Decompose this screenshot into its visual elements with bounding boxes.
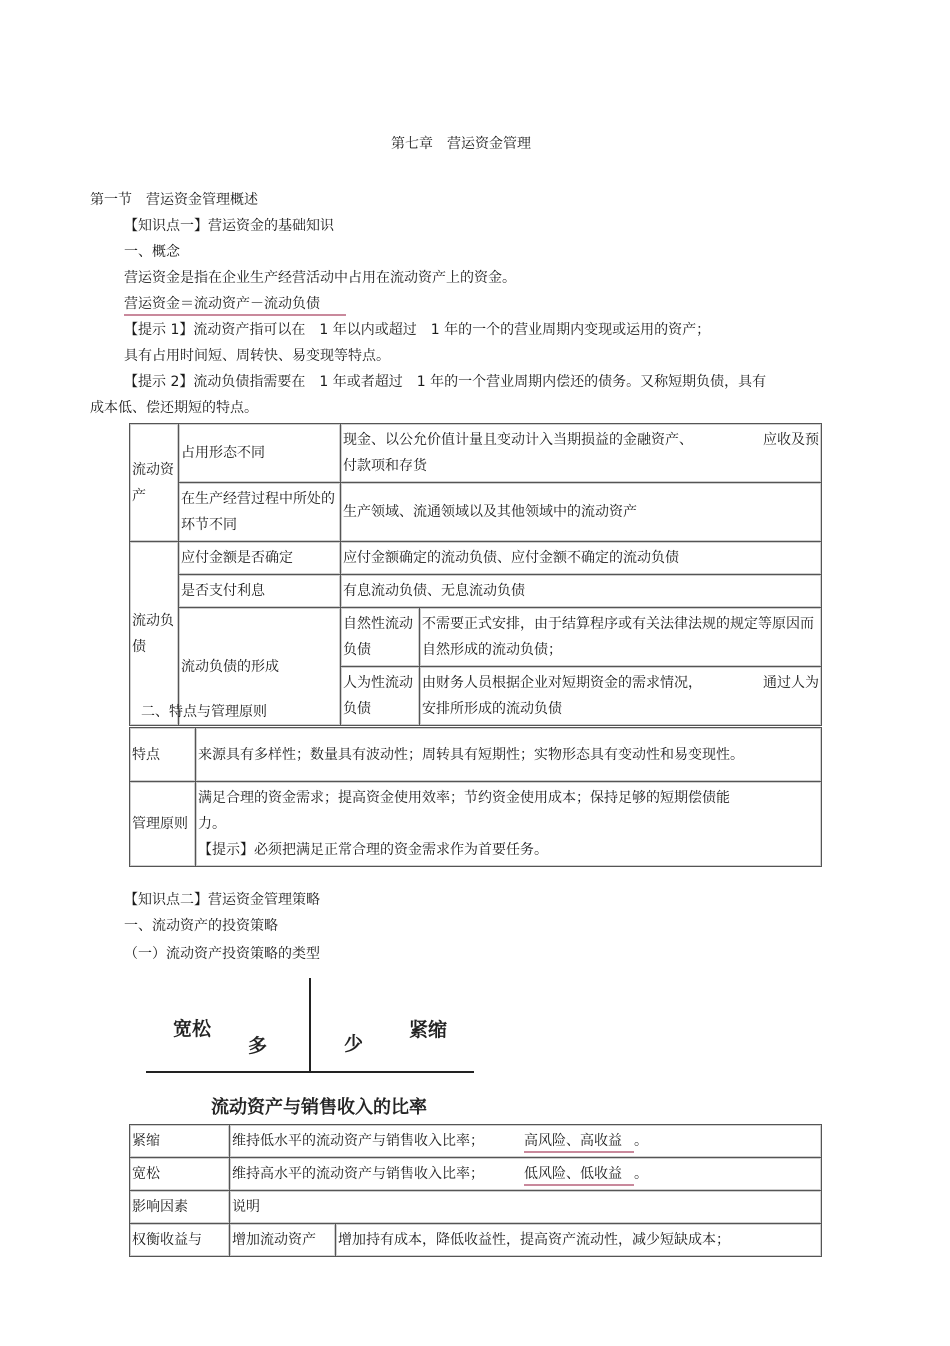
row-occupation-form-value: 现金、以公允价值计量且变动计入当期损益的金融资产、 应收及预 付款项和存货: [341, 424, 822, 483]
formula-underlined: 营运资金＝流动资产－流动负债: [124, 296, 346, 316]
tight-value: 维持低水平的流动资产与销售收入比率； 高风险、高收益 。: [230, 1125, 822, 1158]
tip1-line1: 【提示 1】流动资产指可以在 1 年以内或超过 1 年的一个的营业周期内变现或运用的资产；: [124, 322, 711, 338]
knowledge-point-1: 【知识点一】营运资金的基础知识: [124, 218, 334, 234]
spontaneous-liability-type: 自然性流动负债: [341, 608, 420, 667]
page-title: 第七章 营运资金管理: [391, 136, 531, 152]
discretionary-liability-type: 人为性流动负债: [341, 667, 420, 726]
principles-value: 满足合理的资金需求；提高资金使用效率；节约资金使用成本；保持足够的短期偿债能力。 【提示】必须把满足正常合理的资金需求作为首要任务。: [196, 782, 822, 867]
concept-heading: 一、概念: [124, 244, 180, 260]
spontaneous-liability-value: 不需要正式安排，由于结算程序或有关法律法规的规定等原因而自然形成的流动负债；: [420, 608, 822, 667]
row-occupation-form-label: 占用形态不同: [179, 424, 341, 483]
tight-risk: 高风险、高收益: [524, 1133, 634, 1153]
tight-label: 紧缩: [130, 1125, 230, 1158]
discretionary-liability-value: 由财务人员根据企业对短期资金的需求情况， 通过人为 安排所形成的流动负债: [420, 667, 822, 726]
current-assets-liabilities-table: [129, 423, 822, 726]
tradeoff-subtype: 增加流动资产: [230, 1224, 336, 1257]
diagram-label-loose: 宽松: [173, 1018, 212, 1040]
tradeoff-label: 权衡收益与: [130, 1224, 230, 1257]
investment-heading: 一、流动资产的投资策略: [124, 918, 278, 934]
tip2-line1: 【提示 2】流动负债指需要在 1 年或者超过 1 年的一个营业周期内偿还的债务。又称短期负债，具有: [124, 374, 767, 390]
formula-text: [124, 294, 346, 314]
row-stage-value: 生产领域、流通领域以及其他领域中的流动资产: [341, 483, 822, 542]
row-amount-determined-value: 应付金额确定的流动负债、应付金额不确定的流动负债: [341, 542, 822, 575]
investment-subheading: （一）流动资产投资策略的类型: [124, 946, 320, 962]
features-principles-table: [129, 727, 822, 867]
investment-strategy-table: [129, 1124, 822, 1257]
principles-tip: 【提示】必须把满足正常合理的资金需求作为首要任务。: [198, 842, 548, 858]
features-label: 特点: [130, 728, 196, 782]
current-liabilities-label: 流动负债: [130, 542, 179, 726]
diagram-vertical-axis: [309, 978, 311, 1073]
diagram-caption: 流动资产与销售收入的比率: [211, 1097, 427, 1118]
diagram-label-tight: 紧缩: [409, 1019, 448, 1041]
tip1-line2: 具有占用时间短、周转快、易变现等特点。: [124, 348, 390, 364]
knowledge-point-2: 【知识点二】营运资金管理策略: [124, 892, 320, 908]
factor-label: 影响因素: [130, 1191, 230, 1224]
definition-text: 营运资金是指在企业生产经营活动中占用在流动资产上的资金。: [124, 270, 516, 286]
tip2-line2: 成本低、偿还期短的特点。: [90, 400, 258, 416]
features-heading: 二、特点与管理原则: [141, 704, 267, 720]
current-assets-label: 流动资产: [130, 424, 179, 542]
row-amount-determined-label: 应付金额是否确定: [179, 542, 341, 575]
row-interest-value: 有息流动负债、无息流动负债: [341, 575, 822, 608]
features-value: 来源具有多样性；数量具有波动性；周转具有短期性；实物形态具有变动性和易变现性。: [196, 728, 822, 782]
loose-value: 维持高水平的流动资产与销售收入比率； 低风险、低收益 。: [230, 1158, 822, 1191]
section-heading: 第一节 营运资金管理概述: [90, 192, 258, 208]
principles-label: 管理原则: [130, 782, 196, 867]
loose-risk: 低风险、低收益: [524, 1166, 634, 1186]
loose-label: 宽松: [130, 1158, 230, 1191]
row-stage-label: 在生产经营过程中所处的环节不同: [179, 483, 341, 542]
tradeoff-value: 增加持有成本，降低收益性，提高资产流动性，减少短缺成本；: [336, 1224, 822, 1257]
diagram-label-few: 少: [344, 1033, 364, 1055]
diagram-label-many: 多: [248, 1035, 268, 1057]
row-formation-label: 流动负债的形成: [179, 608, 341, 726]
factor-value: 说明: [230, 1191, 822, 1224]
diagram-horizontal-axis: [146, 1071, 474, 1073]
row-interest-label: 是否支付利息: [179, 575, 341, 608]
